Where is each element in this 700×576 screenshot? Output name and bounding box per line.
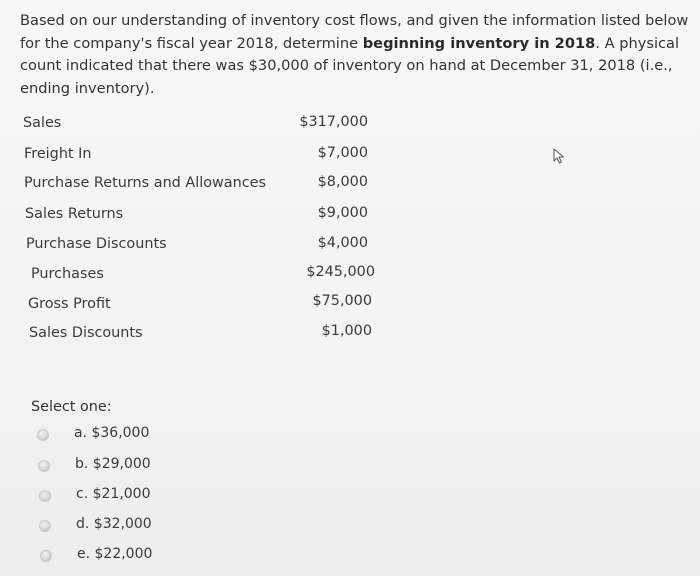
item-label-sales-discounts: Sales Discounts [29, 325, 143, 341]
radio-button-icon[interactable] [37, 429, 49, 441]
option-c-label[interactable]: c. $21,000 [76, 486, 151, 502]
option-e-label[interactable]: e. $22,000 [77, 546, 153, 562]
item-value-freight-in: $7,000 [317, 145, 368, 161]
item-label-gross-profit: Gross Profit [28, 296, 111, 312]
question-text-after: . A physical count indicated that there was $30,000 of inventory on hand at December 31, 2018 (i.e., ending inventory). [20, 34, 680, 97]
item-label-sales: Sales [23, 115, 62, 131]
question-text-before: Based on our understanding of inventory cost flows, and given the information listed below for the company's fiscal year 2018, determine [20, 12, 689, 52]
radio-button-icon[interactable] [39, 490, 51, 502]
radio-button-icon[interactable] [39, 520, 51, 532]
radio-button-icon[interactable] [40, 550, 52, 562]
mouse-pointer-icon [553, 148, 567, 164]
item-label-purchases: Purchases [31, 266, 104, 282]
option-d-label[interactable]: d. $32,000 [76, 516, 152, 532]
item-value-sales-returns: $9,000 [317, 205, 368, 221]
item-value-purchase-discounts: $4,000 [317, 235, 368, 251]
item-label-freight-in: Freight In [24, 146, 92, 162]
item-label-purchase-returns: Purchase Returns and Allowances [24, 175, 267, 191]
option-a-label[interactable]: a. $36,000 [74, 425, 150, 441]
item-value-sales: $317,000 [299, 114, 368, 130]
item-value-purchase-returns: $8,000 [317, 174, 368, 190]
item-label-purchase-discounts: Purchase Discounts [26, 236, 167, 252]
item-value-gross-profit: $75,000 [312, 293, 372, 309]
item-label-sales-returns: Sales Returns [25, 206, 124, 222]
option-b-label[interactable]: b. $29,000 [75, 456, 151, 472]
question-text [20, 10, 690, 100]
select-one-label: Select one: [31, 399, 112, 415]
question-text-bold: beginning inventory in 2018 [362, 34, 596, 52]
item-value-sales-discounts: $1,000 [321, 323, 372, 339]
item-value-purchases: $245,000 [306, 264, 375, 280]
radio-button-icon[interactable] [38, 460, 50, 472]
